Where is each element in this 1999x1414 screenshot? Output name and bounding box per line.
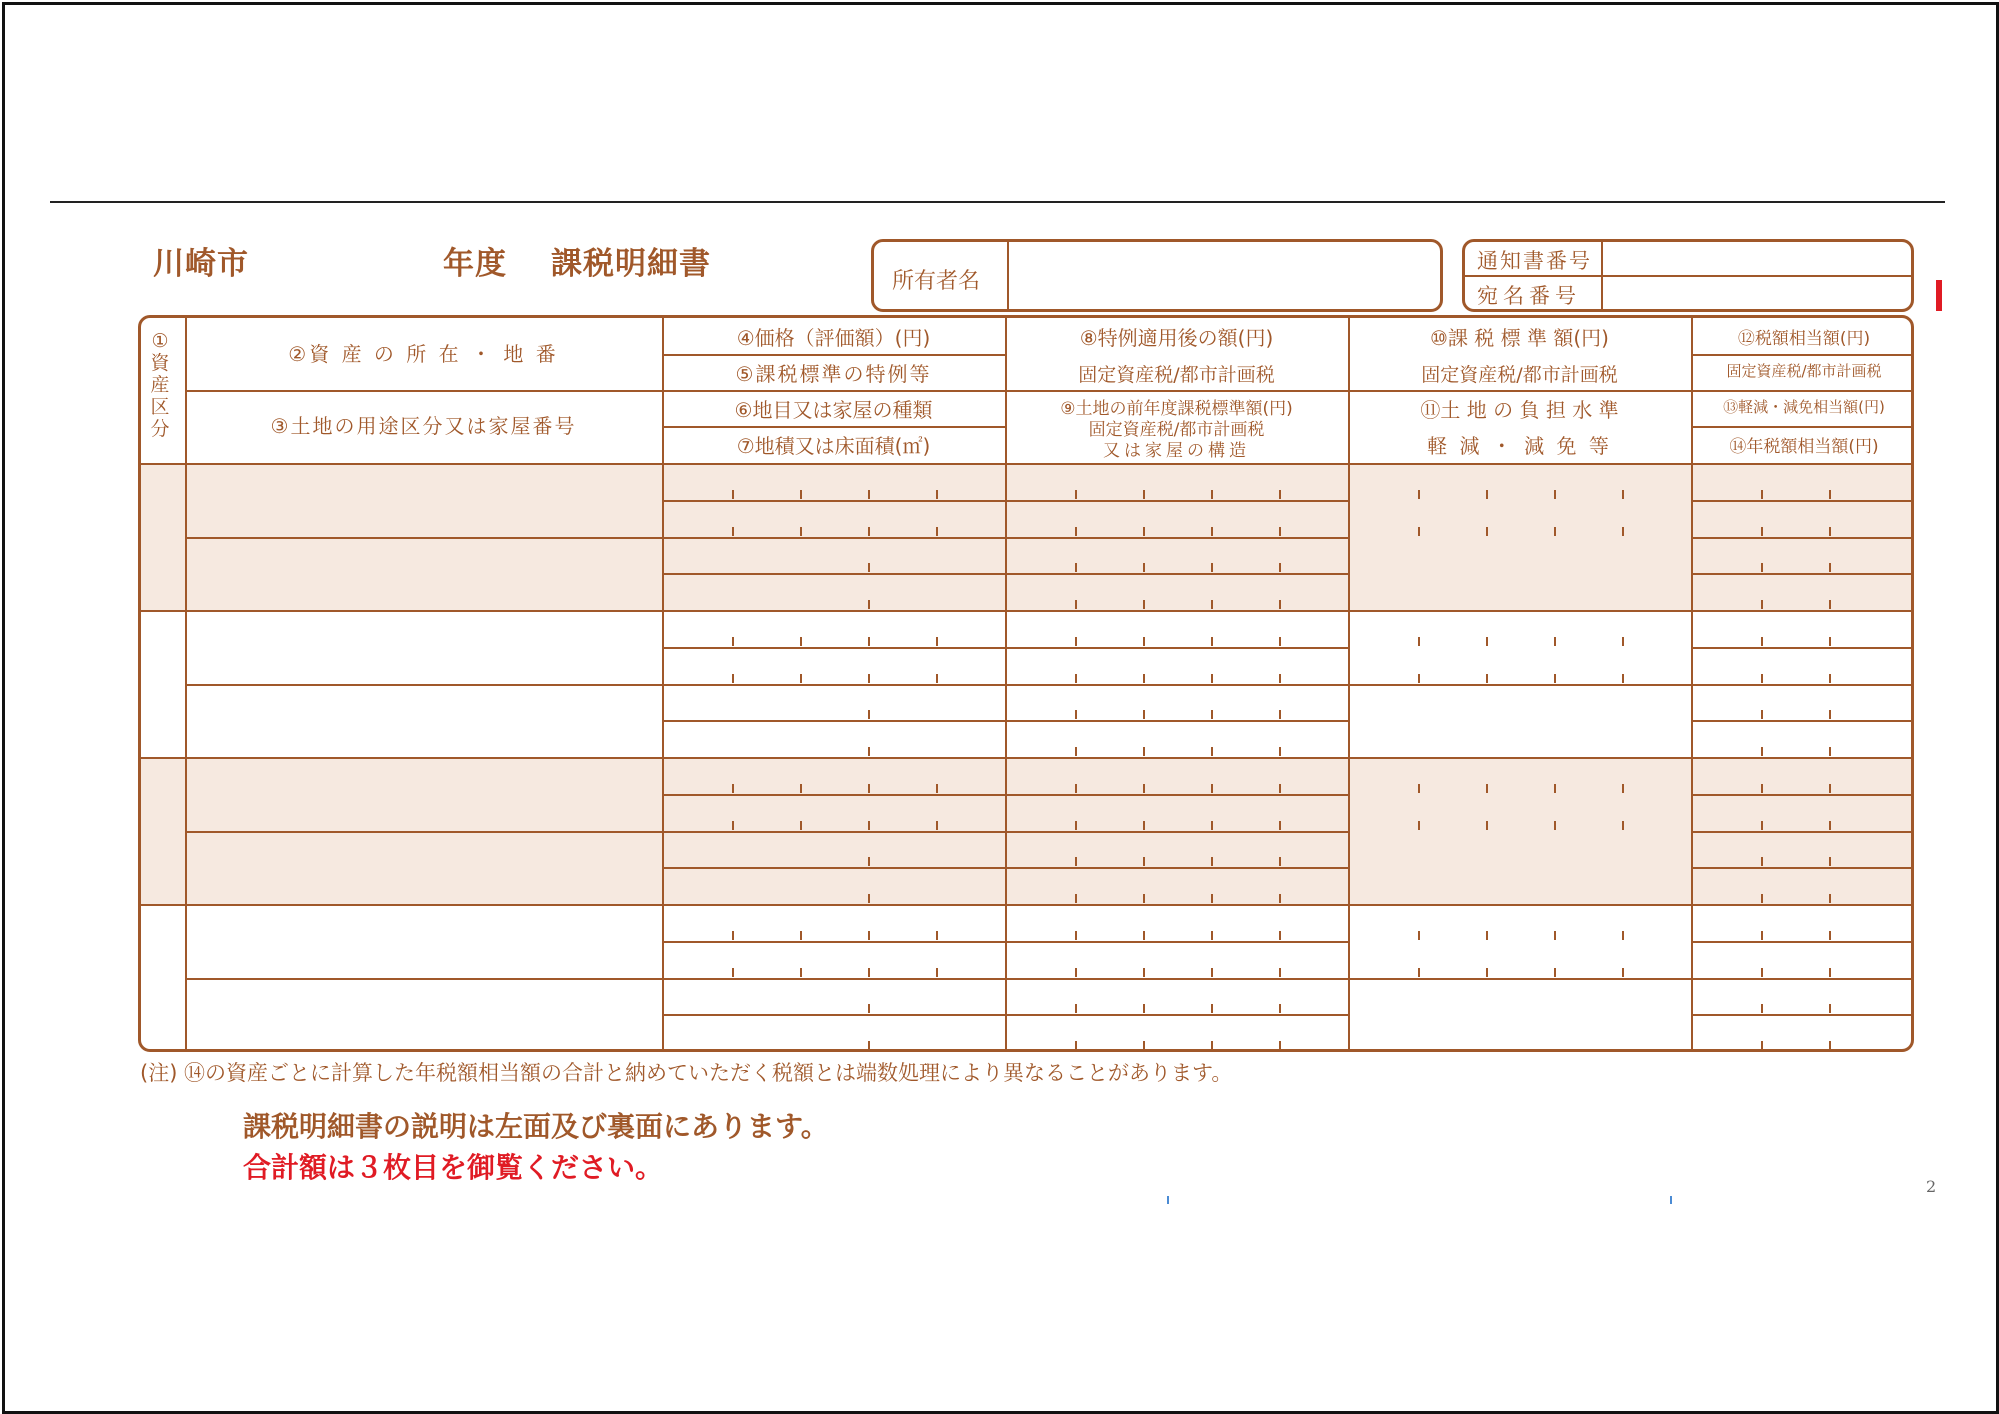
explanation-message: 課税明細書の説明は左面及び裏面にあります。 xyxy=(243,1110,829,1143)
digit-tick xyxy=(1761,600,1763,609)
notice-row-separator xyxy=(1465,275,1911,277)
digit-tick xyxy=(1075,1041,1077,1050)
digit-tick xyxy=(800,674,802,683)
digit-tick xyxy=(1279,527,1281,536)
tax-detail-table xyxy=(138,315,1914,1052)
header-land-use: ③土地の用途区分又は家屋番号 xyxy=(270,414,577,438)
quarter-line xyxy=(1005,941,1348,943)
digit-tick xyxy=(868,968,870,977)
digit-tick xyxy=(800,821,802,830)
digit-tick xyxy=(1829,563,1831,572)
digit-tick xyxy=(1486,821,1488,830)
quarter-line xyxy=(662,573,1005,575)
quarter-line xyxy=(1005,867,1348,869)
subrow-c2-4 xyxy=(185,978,662,980)
digit-tick xyxy=(1211,600,1213,609)
digit-tick xyxy=(1761,821,1763,830)
digit-tick xyxy=(1279,968,1281,977)
digit-tick xyxy=(1143,968,1145,977)
digit-tick xyxy=(1211,527,1213,536)
quarter-line xyxy=(1005,537,1348,539)
digit-tick xyxy=(1211,857,1213,866)
header-annual-tax: ⑭年税額相当額(円) xyxy=(1729,437,1879,457)
digit-tick xyxy=(800,784,802,793)
digit-tick xyxy=(1486,784,1488,793)
quarter-line xyxy=(1691,794,1914,796)
digit-tick xyxy=(868,857,870,866)
digit-tick xyxy=(1075,710,1077,719)
subrow-c2-1 xyxy=(185,537,662,539)
header-burden-level: ⑪土 地 の 負 担 水 準 xyxy=(1420,398,1619,422)
header-location: ②資 産 の 所 在 ・ 地 番 xyxy=(288,342,559,366)
digit-tick xyxy=(1279,600,1281,609)
digit-tick xyxy=(1279,747,1281,756)
quarter-line xyxy=(1691,831,1914,833)
quarter-line xyxy=(1691,537,1914,539)
digit-tick xyxy=(1211,674,1213,683)
digit-tick xyxy=(936,674,938,683)
digit-tick xyxy=(1143,600,1145,609)
digit-tick xyxy=(1418,784,1420,793)
quarter-line xyxy=(662,978,1005,980)
digit-tick xyxy=(732,674,734,683)
digit-tick xyxy=(1829,821,1831,830)
header-after-special: ⑧特例適用後の額(円) xyxy=(1079,326,1274,350)
page-number: 2 xyxy=(1926,1177,1937,1196)
digit-tick xyxy=(1075,968,1077,977)
digit-tick xyxy=(1622,931,1624,940)
digit-tick xyxy=(1486,527,1488,536)
digit-tick xyxy=(1829,784,1831,793)
digit-tick xyxy=(1829,637,1831,646)
quarter-line xyxy=(1691,1014,1914,1016)
quarter-line xyxy=(662,794,1005,796)
quarter-line xyxy=(1691,941,1914,943)
header-reduction: 軽 減 ・ 減 免 等 xyxy=(1427,434,1612,458)
digit-tick xyxy=(1075,637,1077,646)
digit-tick xyxy=(1143,710,1145,719)
digit-tick xyxy=(1211,931,1213,940)
digit-tick xyxy=(1211,637,1213,646)
quarter-line xyxy=(1005,500,1348,502)
digit-tick xyxy=(800,527,802,536)
digit-tick xyxy=(1554,490,1556,499)
blue-mark-1 xyxy=(1167,1196,1169,1204)
digit-tick xyxy=(1418,527,1420,536)
digit-tick xyxy=(1761,857,1763,866)
digit-tick xyxy=(1279,857,1281,866)
digit-tick xyxy=(1075,674,1077,683)
digit-tick xyxy=(732,490,734,499)
digit-tick xyxy=(1761,894,1763,903)
header-prev-year-standard: ⑨土地の前年度課税標準額(円) xyxy=(1060,399,1293,419)
digit-tick xyxy=(868,747,870,756)
digit-tick xyxy=(732,968,734,977)
owner-name-label: 所有者名 xyxy=(892,269,981,294)
header-reduction-equivalent: ⑬軽減・減免相当額(円) xyxy=(1723,398,1885,416)
header-line-c13 xyxy=(1691,426,1914,428)
group-line-2 xyxy=(141,757,1914,759)
digit-tick xyxy=(1486,968,1488,977)
digit-tick xyxy=(1622,968,1624,977)
digit-tick xyxy=(1211,784,1213,793)
digit-tick xyxy=(1761,931,1763,940)
digit-tick xyxy=(1761,784,1763,793)
digit-tick xyxy=(1829,674,1831,683)
digit-tick xyxy=(1829,527,1831,536)
digit-tick xyxy=(1418,637,1420,646)
quarter-line xyxy=(1005,684,1348,686)
header-mid-line xyxy=(185,390,1914,392)
digit-tick xyxy=(800,968,802,977)
digit-tick xyxy=(936,784,938,793)
subrow-c2-3 xyxy=(185,831,662,833)
digit-tick xyxy=(1211,968,1213,977)
digit-tick xyxy=(1622,637,1624,646)
quarter-line xyxy=(1691,500,1914,502)
address-number-label: 宛名番号 xyxy=(1477,284,1581,308)
subrow-c2-2 xyxy=(185,684,662,686)
digit-tick xyxy=(732,784,734,793)
digit-tick xyxy=(1829,490,1831,499)
header-tax-equivalent-sub: 固定資産税/都市計画税 xyxy=(1726,362,1882,380)
digit-tick xyxy=(1829,1041,1831,1050)
digit-tick xyxy=(1279,931,1281,940)
digit-tick xyxy=(936,490,938,499)
quarter-line xyxy=(1005,647,1348,649)
digit-tick xyxy=(1143,637,1145,646)
digit-tick xyxy=(868,490,870,499)
digit-tick xyxy=(1761,527,1763,536)
footnote: (注) ⑭の資産ごとに計算した年税額相当額の合計と納めていただく税額とは端数処理により異なることがあります。 xyxy=(140,1061,1233,1085)
digit-tick xyxy=(1829,1004,1831,1013)
digit-tick xyxy=(1829,968,1831,977)
digit-tick xyxy=(1829,747,1831,756)
header-tax-standard-sub: 固定資産税/都市計画税 xyxy=(1421,364,1618,386)
quarter-line xyxy=(1005,831,1348,833)
quarter-line xyxy=(662,1014,1005,1016)
digit-tick xyxy=(868,710,870,719)
header-area: ⑦地積又は床面積(㎡) xyxy=(736,434,931,458)
digit-tick xyxy=(1279,1004,1281,1013)
header-prev-year-sub: 固定資産税/都市計画税 xyxy=(1088,420,1265,440)
quarter-line xyxy=(1348,978,1691,980)
digit-tick xyxy=(1075,527,1077,536)
digit-tick xyxy=(1075,747,1077,756)
digit-tick xyxy=(732,931,734,940)
header-line-c4 xyxy=(662,354,1005,356)
digit-tick xyxy=(1279,637,1281,646)
quarter-line xyxy=(662,500,1005,502)
digit-tick xyxy=(1075,931,1077,940)
digit-tick xyxy=(936,637,938,646)
digit-tick xyxy=(868,600,870,609)
digit-tick xyxy=(1143,563,1145,572)
digit-tick xyxy=(936,931,938,940)
digit-tick xyxy=(1143,784,1145,793)
digit-tick xyxy=(1075,894,1077,903)
digit-tick xyxy=(1279,784,1281,793)
digit-tick xyxy=(868,563,870,572)
digit-tick xyxy=(1211,490,1213,499)
quarter-line xyxy=(1691,684,1914,686)
digit-tick xyxy=(800,490,802,499)
digit-tick xyxy=(1761,1004,1763,1013)
notice-number-label: 通知書番号 xyxy=(1477,249,1592,273)
digit-tick xyxy=(868,637,870,646)
quarter-line xyxy=(1691,867,1914,869)
digit-tick xyxy=(1418,674,1420,683)
digit-tick xyxy=(936,968,938,977)
total-amount-message: 合計額は３枚目を御覧ください。 xyxy=(243,1151,664,1184)
digit-tick xyxy=(1622,821,1624,830)
header-bottom-line xyxy=(141,463,1914,465)
digit-tick xyxy=(1829,894,1831,903)
digit-tick xyxy=(1622,527,1624,536)
digit-tick xyxy=(1143,821,1145,830)
digit-tick xyxy=(868,931,870,940)
quarter-line xyxy=(662,684,1005,686)
digit-tick xyxy=(1418,968,1420,977)
top-rule xyxy=(50,201,1945,203)
digit-tick xyxy=(1279,490,1281,499)
digit-tick xyxy=(1761,637,1763,646)
quarter-line xyxy=(662,831,1005,833)
quarter-line xyxy=(662,537,1005,539)
digit-tick xyxy=(732,527,734,536)
digit-tick xyxy=(1829,931,1831,940)
header-tax-equivalent: ⑫税額相当額(円) xyxy=(1737,329,1871,349)
digit-tick xyxy=(868,1004,870,1013)
document-title: 課税明細書 xyxy=(551,246,711,282)
digit-tick xyxy=(1761,490,1763,499)
digit-tick xyxy=(1143,490,1145,499)
digit-tick xyxy=(868,527,870,536)
header-line-c12 xyxy=(1691,354,1914,356)
digit-tick xyxy=(1075,784,1077,793)
quarter-line xyxy=(1005,720,1348,722)
quarter-line xyxy=(662,941,1005,943)
digit-tick xyxy=(1829,600,1831,609)
header-price: ④価格（評価額）(円) xyxy=(736,326,931,350)
group-line-1 xyxy=(141,610,1914,612)
header-tax-standard: ⑩課 税 標 準 額(円) xyxy=(1430,326,1609,350)
digit-tick xyxy=(1554,784,1556,793)
header-line-c6 xyxy=(662,426,1005,428)
digit-tick xyxy=(1761,968,1763,977)
header-special-standard: ⑤課税標準の特例等 xyxy=(735,362,932,386)
quarter-line xyxy=(1348,684,1691,686)
digit-tick xyxy=(1211,1004,1213,1013)
digit-tick xyxy=(1418,931,1420,940)
digit-tick xyxy=(1075,563,1077,572)
header-asset-class: ①資産区分 xyxy=(150,330,170,440)
digit-tick xyxy=(1418,821,1420,830)
digit-tick xyxy=(1075,821,1077,830)
digit-tick xyxy=(1622,784,1624,793)
owner-separator xyxy=(1007,242,1009,309)
digit-tick xyxy=(1829,857,1831,866)
digit-tick xyxy=(1211,1041,1213,1050)
digit-tick xyxy=(1075,490,1077,499)
digit-tick xyxy=(1143,857,1145,866)
header-after-special-sub: 固定資産税/都市計画税 xyxy=(1078,364,1275,386)
digit-tick xyxy=(936,821,938,830)
digit-tick xyxy=(732,637,734,646)
digit-tick xyxy=(1143,1041,1145,1050)
digit-tick xyxy=(1143,527,1145,536)
quarter-line xyxy=(1005,1014,1348,1016)
digit-tick xyxy=(1622,674,1624,683)
digit-tick xyxy=(1486,931,1488,940)
header-structure: 又は家屋の構造 xyxy=(1103,441,1250,461)
quarter-line xyxy=(1691,647,1914,649)
owner-name-box xyxy=(871,239,1443,312)
quarter-line xyxy=(662,867,1005,869)
notice-number-box xyxy=(1462,239,1914,312)
digit-tick xyxy=(1211,747,1213,756)
digit-tick xyxy=(1761,563,1763,572)
digit-tick xyxy=(1486,490,1488,499)
digit-tick xyxy=(1554,527,1556,536)
quarter-line xyxy=(662,720,1005,722)
quarter-line xyxy=(662,647,1005,649)
quarter-line xyxy=(1691,978,1914,980)
digit-tick xyxy=(1279,1041,1281,1050)
digit-tick xyxy=(1211,894,1213,903)
digit-tick xyxy=(800,637,802,646)
digit-tick xyxy=(1554,931,1556,940)
group-line-3 xyxy=(141,904,1914,906)
digit-tick xyxy=(1622,490,1624,499)
digit-tick xyxy=(1075,600,1077,609)
digit-tick xyxy=(1211,563,1213,572)
digit-tick xyxy=(1486,637,1488,646)
quarter-line xyxy=(1691,573,1914,575)
year-label: 年度 xyxy=(443,246,507,282)
quarter-line xyxy=(1691,720,1914,722)
digit-tick xyxy=(1761,674,1763,683)
quarter-line xyxy=(1005,573,1348,575)
digit-tick xyxy=(1211,710,1213,719)
digit-tick xyxy=(868,674,870,683)
digit-tick xyxy=(1143,747,1145,756)
digit-tick xyxy=(1279,710,1281,719)
digit-tick xyxy=(1554,637,1556,646)
digit-tick xyxy=(1143,674,1145,683)
digit-tick xyxy=(868,894,870,903)
digit-tick xyxy=(1143,931,1145,940)
digit-tick xyxy=(800,931,802,940)
digit-tick xyxy=(1761,1041,1763,1050)
digit-tick xyxy=(1761,710,1763,719)
city-name: 川崎市 xyxy=(153,246,249,282)
blue-mark-2 xyxy=(1670,1196,1672,1204)
digit-tick xyxy=(1554,821,1556,830)
digit-tick xyxy=(1418,490,1420,499)
digit-tick xyxy=(1143,1004,1145,1013)
red-margin-mark xyxy=(1936,280,1942,311)
digit-tick xyxy=(868,821,870,830)
digit-tick xyxy=(1279,563,1281,572)
digit-tick xyxy=(1075,1004,1077,1013)
quarter-line xyxy=(1005,794,1348,796)
digit-tick xyxy=(1279,674,1281,683)
digit-tick xyxy=(1075,857,1077,866)
digit-tick xyxy=(1829,710,1831,719)
header-land-category: ⑥地目又は家屋の種類 xyxy=(734,398,933,422)
digit-tick xyxy=(1279,894,1281,903)
digit-tick xyxy=(1279,821,1281,830)
digit-tick xyxy=(868,784,870,793)
digit-tick xyxy=(868,1041,870,1050)
digit-tick xyxy=(936,527,938,536)
digit-tick xyxy=(732,821,734,830)
digit-tick xyxy=(1143,894,1145,903)
digit-tick xyxy=(1554,968,1556,977)
digit-tick xyxy=(1554,674,1556,683)
quarter-line xyxy=(1005,978,1348,980)
digit-tick xyxy=(1211,821,1213,830)
digit-tick xyxy=(1486,674,1488,683)
digit-tick xyxy=(1761,747,1763,756)
